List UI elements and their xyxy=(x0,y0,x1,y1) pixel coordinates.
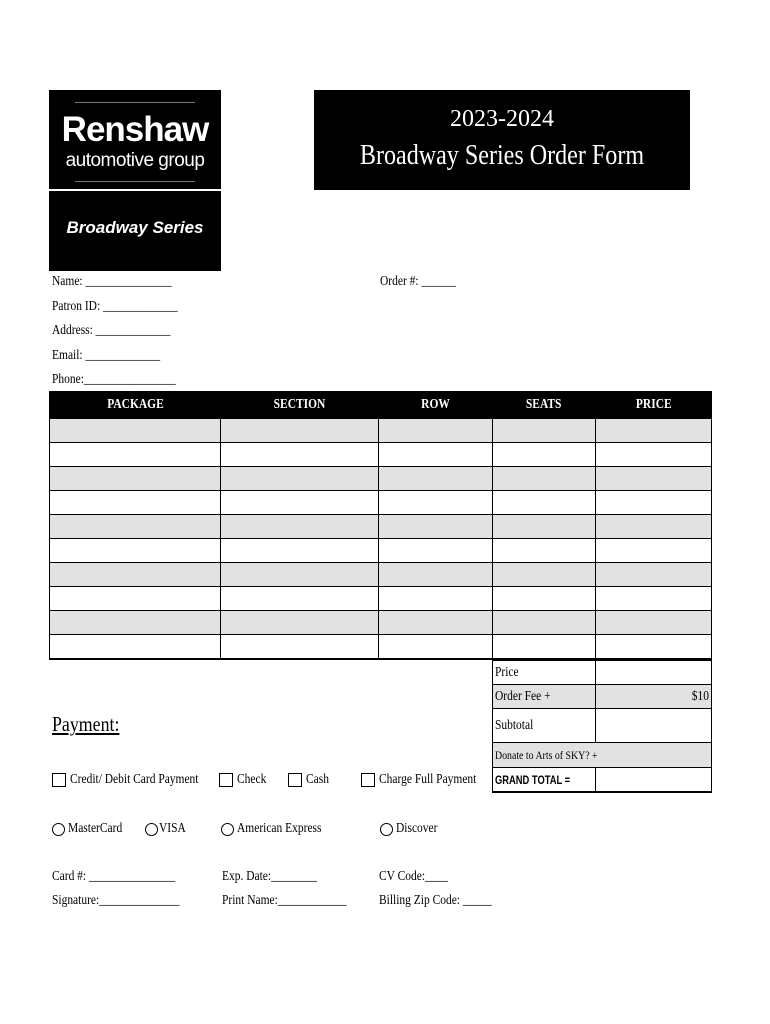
charge-full-option[interactable] xyxy=(361,771,498,789)
donate-row xyxy=(493,743,712,768)
cash-option[interactable] xyxy=(288,771,334,789)
package-cell[interactable] xyxy=(50,515,221,539)
discover-radio[interactable] xyxy=(380,823,393,836)
order-fee-label: Order Fee + xyxy=(493,685,596,709)
name-field[interactable]: Name: _______________ xyxy=(52,274,172,289)
title-box xyxy=(314,90,690,190)
grand-total-cell[interactable] xyxy=(596,768,712,792)
seats-cell[interactable] xyxy=(493,587,596,611)
header-section: SECTION xyxy=(221,392,379,419)
price-cell[interactable] xyxy=(596,443,712,467)
totals-table xyxy=(492,660,712,793)
mastercard-option[interactable] xyxy=(52,820,134,838)
amex-radio[interactable] xyxy=(221,823,234,836)
logo-series: Broadway Series xyxy=(66,218,204,237)
check-option[interactable] xyxy=(219,771,273,789)
row-cell[interactable] xyxy=(379,467,493,491)
section-cell[interactable] xyxy=(221,539,379,563)
seats-cell[interactable] xyxy=(493,419,596,443)
package-cell[interactable] xyxy=(50,635,221,660)
section-cell[interactable] xyxy=(221,443,379,467)
table-row xyxy=(50,587,712,611)
price-cell[interactable] xyxy=(596,467,712,491)
row-cell[interactable] xyxy=(379,635,493,660)
discover-label: Discover xyxy=(396,821,438,836)
table-row xyxy=(50,467,712,491)
logo-divider xyxy=(49,189,221,191)
table-row xyxy=(50,515,712,539)
row-cell[interactable] xyxy=(379,491,493,515)
section-cell[interactable] xyxy=(221,419,379,443)
seats-cell[interactable] xyxy=(493,635,596,660)
row-cell[interactable] xyxy=(379,515,493,539)
print-name-field[interactable]: Print Name:____________ xyxy=(222,893,347,908)
row-cell[interactable] xyxy=(379,419,493,443)
row-cell[interactable] xyxy=(379,611,493,635)
subtotal-label: Subtotal xyxy=(493,709,596,743)
billing-zip-field[interactable]: Billing Zip Code: _____ xyxy=(379,893,492,908)
seats-cell[interactable] xyxy=(493,563,596,587)
credit-label: Credit/ Debit Card Payment xyxy=(70,772,199,787)
price-cell[interactable] xyxy=(596,635,712,660)
payment-heading: Payment: xyxy=(52,712,120,736)
table-row xyxy=(50,611,712,635)
title-year: 2023-2024 xyxy=(450,106,554,132)
cash-label: Cash xyxy=(306,772,329,787)
exp-date-field[interactable]: Exp. Date:________ xyxy=(222,869,318,884)
logo-rule-top xyxy=(75,102,195,103)
seats-cell[interactable] xyxy=(493,467,596,491)
package-cell[interactable] xyxy=(50,419,221,443)
visa-label: VISA xyxy=(159,821,186,836)
table-row xyxy=(50,539,712,563)
table-row xyxy=(50,443,712,467)
visa-option[interactable] xyxy=(145,820,192,838)
package-cell[interactable] xyxy=(50,491,221,515)
check-label: Check xyxy=(237,772,267,787)
header-seats: SEATS xyxy=(493,392,596,419)
table-row xyxy=(50,419,712,443)
mastercard-label: MasterCard xyxy=(68,821,123,836)
header-price: PRICE xyxy=(596,392,712,419)
subtotal-row xyxy=(493,709,712,743)
row-cell[interactable] xyxy=(379,563,493,587)
header-row: ROW xyxy=(379,392,493,419)
phone-field[interactable]: Phone:________________ xyxy=(52,372,176,387)
row-cell[interactable] xyxy=(379,539,493,563)
price-total-cell[interactable] xyxy=(596,661,712,685)
seats-cell[interactable] xyxy=(493,515,596,539)
package-cell[interactable] xyxy=(50,587,221,611)
visa-radio[interactable] xyxy=(145,823,158,836)
cv-code-field[interactable]: CV Code:____ xyxy=(379,869,448,884)
credit-debit-option[interactable] xyxy=(52,771,227,789)
logo-subtitle: automotive group xyxy=(65,150,205,171)
section-cell[interactable] xyxy=(221,563,379,587)
amex-option[interactable] xyxy=(221,820,340,838)
check-checkbox[interactable] xyxy=(219,773,233,787)
discover-option[interactable] xyxy=(380,820,447,838)
price-cell[interactable] xyxy=(596,419,712,443)
seats-cell[interactable] xyxy=(493,539,596,563)
address-field[interactable]: Address: _____________ xyxy=(52,323,171,338)
renshaw-logo xyxy=(49,90,221,271)
package-cell[interactable] xyxy=(50,563,221,587)
table-row xyxy=(50,563,712,587)
order-number-field[interactable]: Order #: ______ xyxy=(380,274,456,289)
row-cell[interactable] xyxy=(379,443,493,467)
price-label: Price xyxy=(493,661,596,685)
price-cell[interactable] xyxy=(596,539,712,563)
row-cell[interactable] xyxy=(379,587,493,611)
price-row xyxy=(493,661,712,685)
table-row xyxy=(50,491,712,515)
package-cell[interactable] xyxy=(50,443,221,467)
section-cell[interactable] xyxy=(221,467,379,491)
package-cell[interactable] xyxy=(50,539,221,563)
price-cell[interactable] xyxy=(596,587,712,611)
signature-field[interactable]: Signature:______________ xyxy=(52,893,180,908)
credit-checkbox[interactable] xyxy=(52,773,66,787)
grand-total-row xyxy=(493,768,712,792)
table-header-row xyxy=(50,392,712,419)
section-cell[interactable] xyxy=(221,491,379,515)
section-cell[interactable] xyxy=(221,611,379,635)
table-row xyxy=(50,635,712,660)
amex-label: American Express xyxy=(237,821,322,836)
donate-label[interactable]: Donate to Arts of SKY? + xyxy=(493,743,712,768)
order-table xyxy=(49,391,712,660)
section-cell[interactable] xyxy=(221,515,379,539)
package-cell[interactable] xyxy=(50,611,221,635)
patron-id-field[interactable]: Patron ID: _____________ xyxy=(52,299,178,314)
cash-checkbox[interactable] xyxy=(288,773,302,787)
mastercard-radio[interactable] xyxy=(52,823,65,836)
grand-total-label: GRAND TOTAL = xyxy=(493,768,596,792)
logo-brand: Renshaw xyxy=(61,110,209,149)
email-field[interactable]: Email: _____________ xyxy=(52,348,161,363)
page-title: Broadway Series Order Form xyxy=(359,140,645,171)
price-cell[interactable] xyxy=(596,611,712,635)
price-cell[interactable] xyxy=(596,491,712,515)
price-cell[interactable] xyxy=(596,563,712,587)
package-cell[interactable] xyxy=(50,467,221,491)
order-fee-value: $10 xyxy=(596,685,712,709)
logo-rule-bottom xyxy=(75,181,195,182)
charge-full-label: Charge Full Payment xyxy=(379,772,477,787)
section-cell[interactable] xyxy=(221,635,379,660)
seats-cell[interactable] xyxy=(493,443,596,467)
section-cell[interactable] xyxy=(221,587,379,611)
subtotal-cell[interactable] xyxy=(596,709,712,743)
price-cell[interactable] xyxy=(596,515,712,539)
header-package: PACKAGE xyxy=(50,392,221,419)
seats-cell[interactable] xyxy=(493,491,596,515)
card-number-field[interactable]: Card #: _______________ xyxy=(52,869,176,884)
order-fee-row xyxy=(493,685,712,709)
charge-full-checkbox[interactable] xyxy=(361,773,375,787)
seats-cell[interactable] xyxy=(493,611,596,635)
